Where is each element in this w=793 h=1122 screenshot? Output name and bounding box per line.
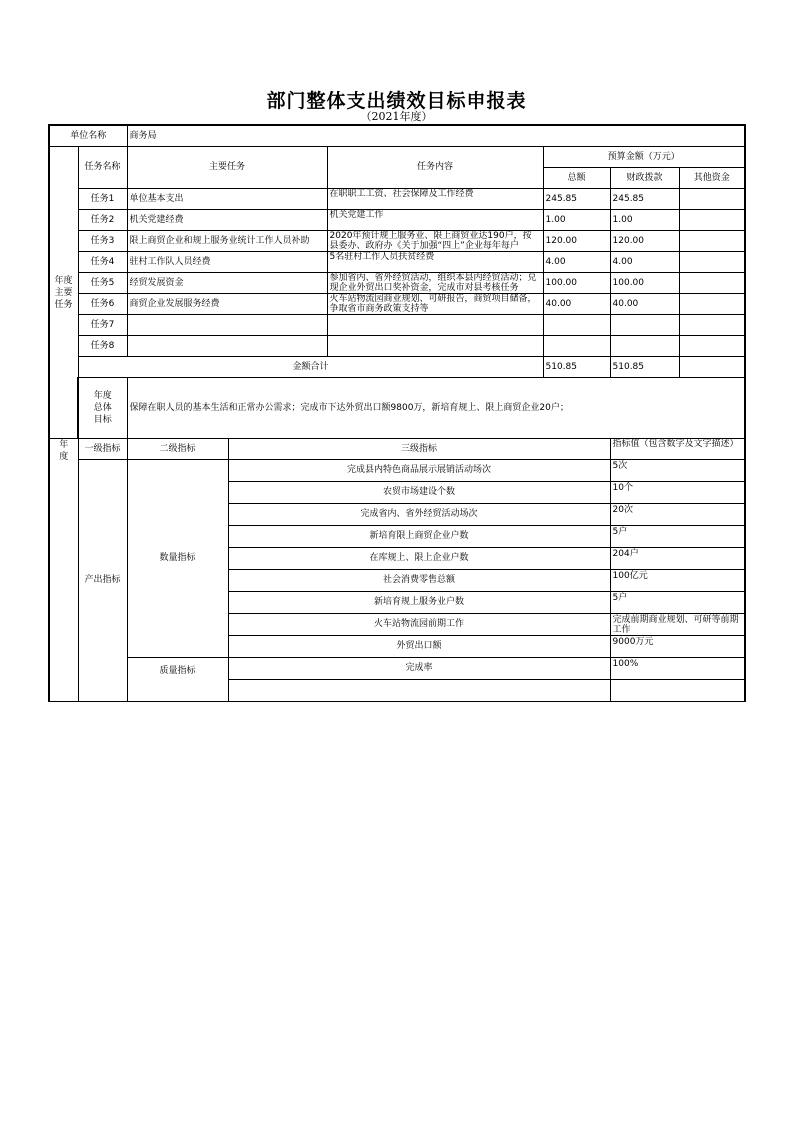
level3-cell: 在库规上、限上企业户数 xyxy=(228,548,610,570)
task-sum-row xyxy=(49,357,745,378)
task-content-text: 在职职工工资、社会保障及工作经费 xyxy=(329,189,474,199)
task-total: 245.85 xyxy=(543,189,610,210)
indicator-value-text: 5户 xyxy=(612,527,628,537)
indicator-value-text: 100% xyxy=(612,659,639,669)
task-content-text xyxy=(330,336,541,356)
task-fiscal xyxy=(610,315,679,336)
indicator-value xyxy=(610,614,745,636)
header-main-task: 主要任务 xyxy=(127,147,327,189)
task-total: 120.00 xyxy=(543,231,610,252)
task-row xyxy=(49,189,745,210)
header-level1: 一级指标 xyxy=(78,439,127,460)
task-other xyxy=(679,273,745,294)
task-content-text xyxy=(330,315,541,335)
header-total: 总额 xyxy=(543,168,610,189)
indicator-value xyxy=(610,592,745,614)
task-other xyxy=(679,315,745,336)
indicator-value-text: 100亿元 xyxy=(612,571,648,581)
indicator-side-label xyxy=(49,439,78,702)
task-fiscal: 100.00 xyxy=(610,273,679,294)
indicator-value-text: 20次 xyxy=(612,505,633,515)
task-content-text: 机关党建工作 xyxy=(329,210,384,220)
task-name: 任务5 xyxy=(78,273,127,294)
goal-row xyxy=(49,378,745,439)
sum-other xyxy=(679,357,745,378)
indicator-header-row xyxy=(49,439,745,460)
task-content-text: 火车站物流园商业规划、可研报告，商贸项目储备，争取省市商务政策支持等 xyxy=(329,294,537,314)
sum-total: 510.85 xyxy=(543,357,610,378)
level3-cell: 新培育限上商贸企业户数 xyxy=(228,526,610,548)
task-name: 任务6 xyxy=(78,294,127,315)
task-content xyxy=(327,252,543,273)
indicator-value xyxy=(610,526,745,548)
indicator-value-text: 5户 xyxy=(612,593,628,603)
indicator-value-text: 完成前期商业规划、可研等前期工作 xyxy=(612,615,739,635)
unit-label: 单位名称 xyxy=(49,125,127,147)
task-name: 任务1 xyxy=(78,189,127,210)
level3-cell xyxy=(228,680,610,702)
level1-cell: 产出指标 xyxy=(78,460,127,702)
task-content xyxy=(327,189,543,210)
sum-fiscal: 510.85 xyxy=(610,357,679,378)
level3-cell: 完成省内、省外经贸活动场次 xyxy=(228,504,610,526)
indicator-value-text: 204户 xyxy=(612,549,639,559)
level3-cell: 社会消费零售总额 xyxy=(228,570,610,592)
header-budget: 预算金额（万元） xyxy=(543,147,745,168)
task-fiscal: 245.85 xyxy=(610,189,679,210)
task-row xyxy=(49,252,745,273)
task-content xyxy=(327,210,543,231)
page-subtitle: （2021年度） xyxy=(360,110,433,123)
goal-text: 保障在职人员的基本生活和正常办公需求；完成市下达外贸出口额9800万，新培育规上、限上商贸企业20户； xyxy=(127,378,745,439)
tasks-side-label xyxy=(49,147,78,439)
indicator-value-text: 5次 xyxy=(612,461,628,471)
task-row xyxy=(49,294,745,315)
task-other xyxy=(679,189,745,210)
task-name: 任务7 xyxy=(78,315,127,336)
task-total: 4.00 xyxy=(543,252,610,273)
indicator-value xyxy=(610,658,745,680)
task-total: 40.00 xyxy=(543,294,610,315)
task-main: 机关党建经费 xyxy=(127,210,327,231)
level3-cell: 完成率 xyxy=(228,658,610,680)
task-main xyxy=(127,315,327,336)
header-value-text: 指标值（包含数字及文字描述） xyxy=(612,439,739,449)
level3-cell: 农贸市场建设个数 xyxy=(228,482,610,504)
header-other: 其他资金 xyxy=(679,168,745,189)
task-main: 驻村工作队人员经费 xyxy=(127,252,327,273)
task-name: 任务3 xyxy=(78,231,127,252)
task-main: 商贸企业发展服务经费 xyxy=(127,294,327,315)
task-total: 1.00 xyxy=(543,210,610,231)
task-main: 单位基本支出 xyxy=(127,189,327,210)
indicator-value xyxy=(610,636,745,658)
tasks-side-label-text: 年度主要任务 xyxy=(54,275,73,310)
task-fiscal: 1.00 xyxy=(610,210,679,231)
task-content xyxy=(327,336,543,357)
task-main: 经贸发展资金 xyxy=(127,273,327,294)
task-header-row xyxy=(49,147,745,168)
unit-value: 商务局 xyxy=(127,125,745,147)
header-fiscal: 财政拨款 xyxy=(610,168,679,189)
level3-cell: 新培育规上服务业户数 xyxy=(228,592,610,614)
header-task-name: 任务名称 xyxy=(78,147,127,189)
header-value xyxy=(610,439,745,460)
level3-cell: 外贸出口额 xyxy=(228,636,610,658)
level2-cell: 数量指标 xyxy=(127,460,228,658)
task-other xyxy=(679,294,745,315)
level3-cell: 完成县内特色商品展示展销活动场次 xyxy=(228,460,610,482)
task-total xyxy=(543,315,610,336)
task-content xyxy=(327,315,543,336)
task-row xyxy=(49,210,745,231)
unit-row xyxy=(49,125,745,147)
goal-label xyxy=(78,378,127,439)
task-content xyxy=(327,231,543,252)
task-total xyxy=(543,336,610,357)
task-total: 100.00 xyxy=(543,273,610,294)
indicator-value-text: 10个 xyxy=(612,483,633,493)
indicator-row xyxy=(49,658,745,680)
goal-label-text: 年度总体目标 xyxy=(93,391,112,425)
task-other xyxy=(679,336,745,357)
indicator-value xyxy=(610,548,745,570)
task-fiscal: 40.00 xyxy=(610,294,679,315)
performance-form-table xyxy=(48,124,746,702)
task-name: 任务2 xyxy=(78,210,127,231)
sum-label: 金额合计 xyxy=(78,357,543,378)
level2-cell: 质量指标 xyxy=(127,658,228,702)
task-content-text: 参加省内、省外经贸活动，组织本县内经贸活动；兑现企业外贸出口奖补资金，完成市对县考核任务 xyxy=(329,273,537,293)
task-fiscal: 120.00 xyxy=(610,231,679,252)
task-main xyxy=(127,336,327,357)
form-table-container xyxy=(48,124,745,676)
header-task-content: 任务内容 xyxy=(327,147,543,189)
task-row xyxy=(49,315,745,336)
indicator-value-text xyxy=(613,681,743,701)
indicator-side-label-text: 年度 xyxy=(59,440,69,462)
indicator-value-text: 9000万元 xyxy=(612,637,654,647)
task-name: 任务4 xyxy=(78,252,127,273)
task-other xyxy=(679,252,745,273)
indicator-row xyxy=(49,460,745,482)
page-title: 部门整体支出绩效目标申报表 xyxy=(266,90,527,112)
task-content xyxy=(327,294,543,315)
indicator-value xyxy=(610,504,745,526)
indicator-value xyxy=(610,570,745,592)
indicator-value xyxy=(610,482,745,504)
task-content-text: 5名驻村工作人员扶贫经费 xyxy=(329,252,435,262)
task-row xyxy=(49,336,745,357)
task-other xyxy=(679,210,745,231)
task-other xyxy=(679,231,745,252)
indicator-value xyxy=(610,680,745,702)
task-name: 任务8 xyxy=(78,336,127,357)
task-row xyxy=(49,273,745,294)
task-fiscal: 4.00 xyxy=(610,252,679,273)
indicator-value xyxy=(610,460,745,482)
task-main: 限上商贸企业和规上服务业统计工作人员补助 xyxy=(127,231,327,252)
header-level3: 三级指标 xyxy=(228,439,610,460)
task-content-text: 2020年预计规上服务业、限上商贸业达190户，按县委办、政府办《关于加强“四上”企业每年每户 xyxy=(329,231,532,251)
level3-cell: 火车站物流园前期工作 xyxy=(228,614,610,636)
header-level2: 二级指标 xyxy=(127,439,228,460)
task-row xyxy=(49,231,745,252)
task-content xyxy=(327,273,543,294)
task-fiscal xyxy=(610,336,679,357)
